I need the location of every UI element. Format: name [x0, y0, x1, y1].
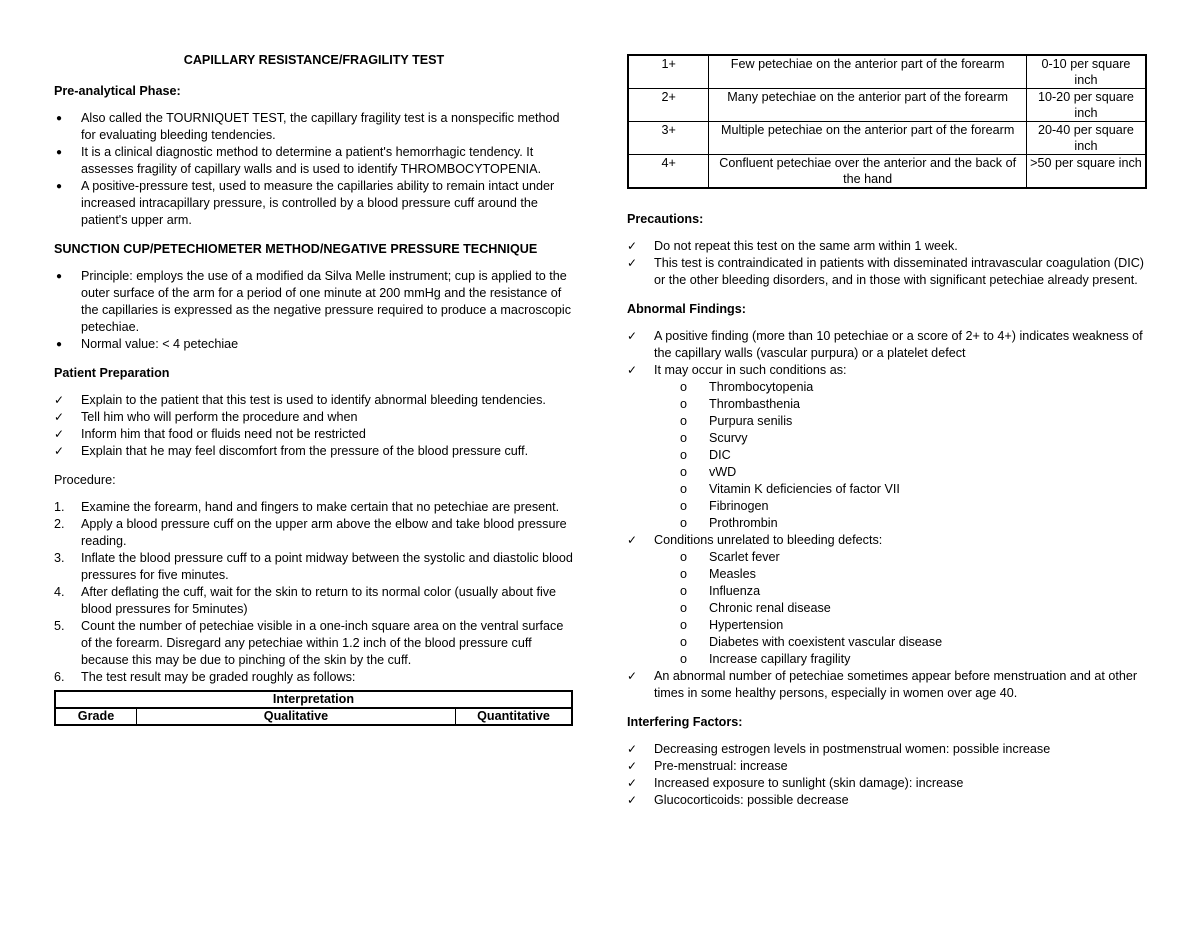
checkmark-icon: ✓ — [627, 329, 638, 343]
grade-cell: 1+ — [628, 55, 709, 89]
circle-bullet-icon: o — [680, 567, 688, 581]
preanalytical-heading: Pre-analytical Phase: — [54, 84, 181, 98]
grade-cell: 2+ — [628, 89, 709, 122]
circle-bullet-icon: o — [680, 550, 688, 564]
step-number: 1. — [54, 500, 65, 514]
circle-bullet-icon: o — [680, 601, 688, 615]
sub-list-item: o Thrombocytopenia — [680, 380, 814, 394]
qualitative-cell: Many petechiae on the anterior part of the forearm — [709, 89, 1027, 122]
checkmark-icon: ✓ — [627, 793, 638, 807]
checkmark-icon: ✓ — [54, 410, 65, 424]
bullet-icon: ● — [56, 113, 63, 124]
step-number: 6. — [54, 670, 65, 684]
sub-list-item: o Hypertension — [680, 618, 784, 632]
circle-bullet-icon: o — [680, 414, 688, 428]
suction-list — [54, 268, 574, 353]
patient-prep-heading: Patient Preparation — [54, 366, 170, 380]
checkmark-icon: ✓ — [627, 742, 638, 756]
list-item: ✓ Increased exposure to sunlight (skin damage): increase — [627, 776, 964, 790]
circle-bullet-icon: o — [680, 635, 688, 649]
list-item: ✓ Explain that he may feel discomfort from the pressure of the blood pressure cuff. — [54, 444, 529, 458]
bullet-icon: ● — [56, 147, 63, 158]
list-item: ● A positive-pressure test, used to measure the capillaries ability to remain intact under increased intracapillary pressure, is controlled by a blood pressure cuff around the patient's upper arm. — [56, 179, 555, 227]
document-title: CAPILLARY RESISTANCE/FRAGILITY TEST — [183, 53, 445, 67]
sub-list-item: o DIC — [680, 448, 731, 462]
list-item: 5. Count the number of petechiae visible in a one-inch square area on the ventral surface of the forearm. Disregard any petechiae within 1.2 inch of the blood pressure cuff because this may be due to pinching of the skin by the cuff. — [54, 619, 564, 667]
sub-list-item: o Thrombasthenia — [680, 397, 801, 411]
checkmark-icon: ✓ — [54, 393, 65, 407]
interfering-factors-list — [627, 741, 1147, 809]
list-item: 3. Inflate the blood pressure cuff to a point midway between the systolic and diastolic blood pressures for five minutes. — [54, 551, 573, 582]
step-number: 3. — [54, 551, 65, 565]
sub-list-item: o Vitamin K deficiencies of factor VII — [680, 482, 900, 496]
suction-heading: SUNCTION CUP/PETECHIOMETER METHOD/NEGATIVE PRESSURE TECHNIQUE — [54, 242, 538, 256]
list-item: 6. The test result may be graded roughly as follows: — [54, 670, 356, 684]
bullet-icon: ● — [56, 271, 63, 282]
list-item: 4. After deflating the cuff, wait for the skin to return to its normal color (usually about five blood pressures for 5minutes) — [54, 585, 557, 616]
sub-list-item: o Scurvy — [680, 431, 748, 445]
list-item: 1. Examine the forearm, hand and fingers to make certain that no petechiae are present. — [54, 500, 560, 514]
sub-list-item: o Measles — [680, 567, 756, 581]
checkmark-icon: ✓ — [54, 444, 65, 458]
grade-column-header: Grade — [55, 708, 137, 725]
list-item: ✓ This test is contraindicated in patients with disseminated intravascular coagulation (DIC) or the other bleeding disorders, and in those with significant petechiae already present. — [627, 256, 1144, 287]
quantitative-cell: >50 per square inch — [1026, 155, 1146, 189]
list-item: ✓ Glucocorticoids: possible decrease — [627, 793, 849, 807]
abnormal-findings-heading: Abnormal Findings: — [627, 302, 746, 316]
list-item: ● It is a clinical diagnostic method to determine a patient's hemorrhagic tendency. It assesses fragility of capillary walls and is used to identify THROMBOCYTOPENIA. — [56, 145, 542, 176]
list-item: ✓ Explain to the patient that this test is used to identify abnormal bleeding tendencies. — [54, 393, 546, 407]
list-item: 2. Apply a blood pressure cuff on the upper arm above the elbow and take blood pressure reading. — [54, 517, 567, 548]
list-item: ● Principle: employs the use of a modified da Silva Melle instrument; cup is applied to the outer surface of the arm for a period of one minute at 200 mmHg and the resistance of the capillaries is expressed as the negative pressure required to produce a macroscopic petechiae. — [56, 269, 572, 334]
sub-list-item: o Increase capillary fragility — [680, 652, 851, 666]
list-item: ✓ Do not repeat this test on the same arm within 1 week. — [627, 239, 958, 253]
checkmark-icon: ✓ — [627, 776, 638, 790]
sub-list-item: o Purpura senilis — [680, 414, 793, 428]
grade-table — [627, 54, 1147, 189]
bullet-icon: ● — [56, 339, 63, 350]
sub-list-item: o Prothrombin — [680, 516, 778, 530]
qualitative-column-header: Qualitative — [137, 708, 456, 725]
list-item: ✓ Inform him that food or fluids need not be restricted — [54, 427, 366, 441]
checkmark-icon: ✓ — [627, 669, 638, 683]
circle-bullet-icon: o — [680, 618, 688, 632]
list-item: ✓ Tell him who will perform the procedure and when — [54, 410, 358, 424]
list-item: ● Also called the TOURNIQUET TEST, the capillary fragility test is a nonspecific method for evaluating bleeding tendencies. — [56, 111, 560, 142]
quantitative-cell: 20-40 per square inch — [1026, 122, 1146, 155]
left-column — [54, 52, 574, 726]
checkmark-icon: ✓ — [54, 427, 65, 441]
table-row — [628, 155, 1146, 189]
circle-bullet-icon: o — [680, 584, 688, 598]
precautions-heading: Precautions: — [627, 212, 704, 226]
abnormal-findings-list — [627, 328, 1147, 702]
checkmark-icon: ✓ — [627, 256, 638, 270]
checkmark-icon: ✓ — [627, 533, 638, 547]
quantitative-column-header: Quantitative — [456, 708, 573, 725]
circle-bullet-icon: o — [680, 448, 688, 462]
bullet-icon: ● — [56, 181, 63, 192]
checkmark-icon: ✓ — [627, 239, 638, 253]
checkmark-icon: ✓ — [627, 759, 638, 773]
sub-list-item: o Fibrinogen — [680, 499, 769, 513]
sub-list-item: o Chronic renal disease — [680, 601, 831, 615]
list-item: ✓ An abnormal number of petechiae sometimes appear before menstruation and at other times in some healthy persons, especially in women over age 40. — [627, 669, 1138, 700]
preanalytical-list — [54, 110, 574, 229]
qualitative-cell: Confluent petechiae over the anterior and the back of the hand — [709, 155, 1027, 189]
circle-bullet-icon: o — [680, 380, 688, 394]
table-row — [628, 89, 1146, 122]
step-number: 4. — [54, 585, 65, 599]
checkmark-icon: ✓ — [627, 363, 638, 377]
list-item: ✓ Decreasing estrogen levels in postmenstrual women: possible increase — [627, 742, 1051, 756]
grade-cell: 3+ — [628, 122, 709, 155]
sub-list-item: o Scarlet fever — [680, 550, 780, 564]
interfering-factors-heading: Interfering Factors: — [627, 715, 743, 729]
list-item: ✓ A positive finding (more than 10 petechiae or a score of 2+ to 4+) indicates weakness of the capillary walls (vascular purpura) or a platelet defect — [627, 329, 1143, 360]
list-item: ✓ Pre-menstrual: increase — [627, 759, 788, 773]
circle-bullet-icon: o — [680, 482, 688, 496]
circle-bullet-icon: o — [680, 516, 688, 530]
table-row — [628, 55, 1146, 89]
patient-prep-list — [54, 392, 574, 460]
list-item: ✓ It may occur in such conditions as: — [627, 363, 847, 377]
sub-list-item: o vWD — [680, 465, 737, 479]
step-number: 5. — [54, 619, 65, 633]
qualitative-cell: Multiple petechiae on the anterior part of the forearm — [709, 122, 1027, 155]
precautions-list — [627, 238, 1147, 289]
circle-bullet-icon: o — [680, 465, 688, 479]
qualitative-cell: Few petechiae on the anterior part of the forearm — [709, 55, 1027, 89]
list-item: ✓ Conditions unrelated to bleeding defects: — [627, 533, 883, 547]
interpretation-header: Interpretation — [55, 691, 572, 708]
procedure-list — [54, 499, 574, 686]
sub-list-item: o Diabetes with coexistent vascular disease — [680, 635, 943, 649]
quantitative-cell: 0-10 per square inch — [1026, 55, 1146, 89]
grade-cell: 4+ — [628, 155, 709, 189]
procedure-heading: Procedure: — [54, 473, 116, 487]
list-item: ● Normal value: < 4 petechiae — [56, 337, 239, 351]
sub-list-item: o Influenza — [680, 584, 761, 598]
step-number: 2. — [54, 517, 65, 531]
quantitative-cell: 10-20 per square inch — [1026, 89, 1146, 122]
circle-bullet-icon: o — [680, 397, 688, 411]
interpretation-table — [54, 690, 573, 726]
circle-bullet-icon: o — [680, 431, 688, 445]
right-column — [627, 54, 1147, 821]
table-row — [628, 122, 1146, 155]
circle-bullet-icon: o — [680, 652, 688, 666]
circle-bullet-icon: o — [680, 499, 688, 513]
